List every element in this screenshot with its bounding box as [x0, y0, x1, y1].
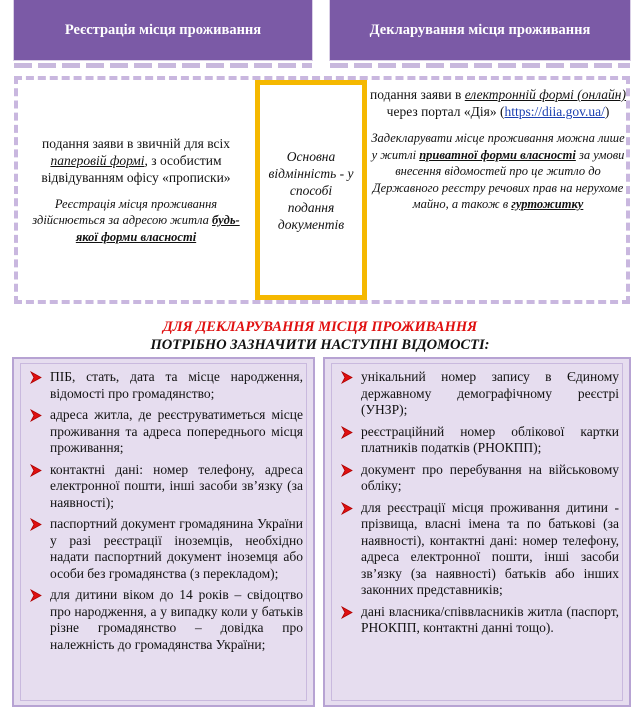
arrow-bullet-icon [30, 371, 42, 384]
list-item [28, 516, 303, 582]
electronic-form-text: електронній формі (онлайн) [464, 87, 626, 102]
list-item [339, 500, 619, 599]
arrow-bullet-icon [30, 518, 42, 531]
list-item-text: документ про перебування на військовому обліку; [361, 461, 619, 493]
registration-method-text: подання заяви в звичній для всіх паперовій формі, з особистим відвідуванням офісу «прописки» [41, 135, 231, 185]
any-ownership-text: будь-якої форми власності [75, 213, 240, 244]
required-info-right-list [325, 359, 629, 637]
arrow-bullet-icon [341, 502, 353, 515]
list-item [339, 462, 619, 495]
arrow-bullet-icon [341, 426, 353, 439]
list-item [339, 424, 619, 457]
paper-form-text: паперовій формі [50, 152, 145, 168]
declaration-method-text: подання заяви в електронній формі (онлайн) через портал «Дія» (https://diia.gov.ua/) [370, 87, 626, 119]
arrow-bullet-icon [30, 589, 42, 602]
list-item-text: дані власника/співвласників житла (паспорт, РНОКПП, контактні данні тощо). [361, 603, 619, 635]
list-item-text: контактні дані: номер телефону, адреса електронної пошти, інші засоби зв’язку (за наявності); [50, 461, 303, 510]
list-item [28, 587, 303, 653]
list-item [339, 369, 619, 419]
list-item-text: унікальний номер запису в Єдиному державному демографічному реєстрі (УНЗР); [361, 369, 619, 417]
list-item [28, 462, 303, 512]
list-item [28, 407, 303, 457]
section-title-line2: ПОТРІБНО ЗАЗНАЧИТИ НАСТУПНІ ВІДОМОСТІ: [150, 337, 490, 353]
list-item-text: паспортний документ громадянина України у разі реєстрації іноземців, необхідно надати паспортний документ іноземця або особи без громадянства (з перекладом); [50, 516, 303, 581]
required-info-right-panel [323, 357, 631, 707]
declaration-header [330, 0, 630, 60]
arrow-bullet-icon [30, 464, 42, 477]
registration-note: Реєстрація місця проживання здійснюється за адресою житла будь-якої форми власності [32, 196, 240, 244]
main-difference-box [255, 80, 367, 300]
declaration-note: Задекларувати місце проживання можна лише у житлі приватної форми власності за умови внесення відомостей про це житло до Державного реєстру речових прав на нерухоме майно, а також в гуртожитку [371, 131, 625, 211]
list-item-text: для дитини віком до 14 років – свідоцтво про народження, а у випадку коли у батьків різне громадянство – довідка про належність до громадянства України; [50, 587, 303, 652]
arrow-bullet-icon [341, 464, 353, 477]
list-item-text: реєстраційний номер облікової картки платників податків (РНОКПП); [361, 423, 619, 455]
registration-header-title: Реєстрація місця проживання [64, 21, 262, 38]
private-ownership-text: приватної форми власності [419, 147, 576, 162]
list-item-text: ПІБ, стать, дата та місце народження, відомості про громадянство; [50, 369, 303, 401]
list-item-text: адреса житла, де реєструватиметься місце проживання та адреса попереднього місця проживання; [50, 407, 303, 455]
required-info-left-panel [12, 357, 315, 707]
dormitory-text: гуртожитку [511, 197, 584, 211]
section-title-line1: ДЛЯ ДЕКЛАРУВАННЯ МІСЦЯ ПРОЖИВАННЯ [162, 319, 478, 335]
list-item [339, 604, 619, 637]
arrow-bullet-icon [341, 606, 353, 619]
diia-portal-link[interactable]: https://diia.gov.ua/ [504, 104, 605, 119]
declaration-header-title: Декларування місця проживання [369, 21, 591, 38]
arrow-bullet-icon [30, 409, 42, 422]
main-difference-text: Основна відмінність - у способі подання документів [268, 148, 354, 232]
list-item [28, 369, 303, 402]
declaration-description [370, 80, 626, 300]
required-info-left-list [14, 359, 313, 653]
list-item-text: для реєстрації місця проживання дитини - прізвища, власні імена та по батькові (за наявності), контактні дані: номер телефону, адреса електронної пошти, інші засоби зв’язку (за наявності) батьків або інших законних представників; [361, 499, 619, 597]
registration-header [14, 0, 312, 60]
arrow-bullet-icon [341, 371, 353, 384]
registration-description [18, 80, 254, 300]
